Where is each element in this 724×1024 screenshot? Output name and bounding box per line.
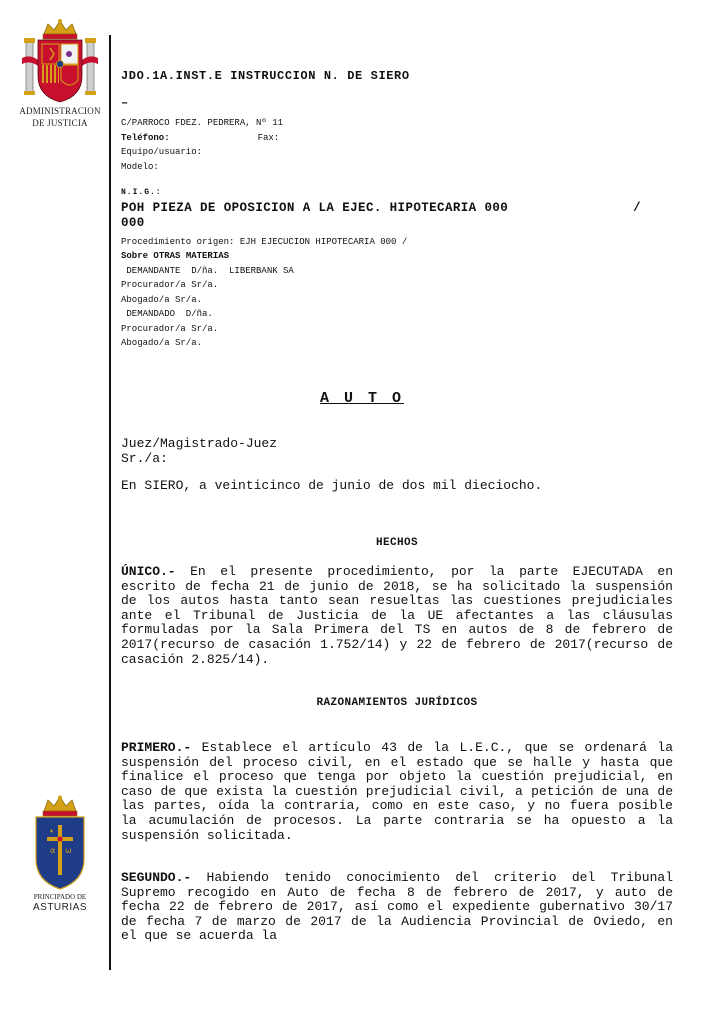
paragraph-primero	[121, 741, 673, 843]
unico-lead: ÚNICO.-	[121, 564, 176, 579]
nig-label: N.I.G.:	[121, 188, 162, 197]
sobre-row	[121, 249, 681, 264]
court-contact-block	[121, 116, 681, 174]
margin-rule	[109, 35, 111, 970]
phone-fax-row	[121, 131, 681, 146]
procedure-title	[121, 201, 641, 231]
place-date: En SIERO, a veinticinco de junio de dos mil dieciocho.	[121, 478, 543, 493]
procedimiento-origen: Procedimiento origen: EJH EJECUCION HIPOTECARIA 000 /	[121, 237, 408, 247]
razonamientos-heading: RAZONAMIENTOS JURÍDICOS	[316, 697, 478, 709]
procedure-line1: POH PIEZA DE OPOSICION A LA EJEC. HIPOTECARIA 000	[121, 201, 509, 215]
svg-text:α: α	[50, 846, 56, 855]
abogado-demandante: Abogado/a Sr/a.	[121, 294, 203, 305]
court-address: C/PARROCO FDEZ. PEDRERA, Nº 11	[121, 118, 284, 128]
logo-caption-line1: ADMINISTRACION	[19, 106, 101, 116]
logo-caption-principado: PRINCIPADO DE	[33, 893, 87, 901]
sobre-label: Sobre	[121, 251, 149, 261]
telefono-label: Teléfono:	[121, 132, 170, 143]
parties-block	[121, 249, 681, 351]
paragraph-unico	[121, 565, 673, 667]
procurador-demandante: Procurador/a Sr/a.	[121, 280, 219, 290]
unico-text: En el presente procedimiento, por la parte EJECUTADA en escrito de fecha 21 de junio de 2018, se ha solicitado la suspensión de los autos hasta tanto sean resueltas las cuestiones prejudiciales ante el Tribunal de Justicia de la UE afectantes a las cláusulas formuladas por la Sala Primera del TS en autos de 8 de febrero de 2017(recurso de casación 1.752/14) y 22 de febrero de 2017(recurso de casación 2.825/14).	[121, 564, 673, 667]
modelo: Modelo:	[121, 161, 159, 172]
paragraph-segundo	[121, 871, 673, 944]
administracion-justicia-logo	[18, 18, 102, 128]
judge-line2: Sr./a:	[121, 450, 168, 466]
asturias-coat-of-arms-icon	[30, 795, 90, 891]
procedure-slash: /	[633, 201, 641, 215]
document-title-text: A U T O	[319, 390, 404, 407]
abogado-demandado: Abogado/a Sr/a.	[121, 338, 203, 348]
judge-line1: Juez/Magistrado-Juez	[121, 436, 278, 451]
court-name: JDO.1A.INST.E INSTRUCCION N. DE SIERO	[121, 69, 410, 83]
procurador-demandado: Procurador/a Sr/a.	[121, 323, 219, 334]
primero-lead: PRIMERO.-	[121, 740, 192, 755]
demandante: DEMANDANTE D/ña. LIBERBANK SA	[121, 265, 294, 276]
equipo-usuario: Equipo/usuario:	[121, 147, 203, 157]
segundo-text: Habiendo tenido conocimiento del criterio del Tribunal Supremo recogido en Auto de fecha 8 de febrero de 2017, y auto de fecha 22 de febrero de 2017, así como el expediente gubernativo 30/17 de fecha 7 de marzo de 2017 de la Audiencia Provincial de Oviedo, en el que se acuerda la	[121, 870, 673, 944]
hechos-heading: HECHOS	[375, 537, 418, 549]
svg-text:ω: ω	[65, 846, 72, 855]
principado-asturias-logo	[28, 795, 92, 913]
header-dash: –	[121, 96, 129, 110]
logo-caption-asturias: ASTURIAS	[32, 902, 87, 913]
demandado: DEMANDADO D/ña.	[121, 309, 213, 319]
fax-label: Fax:	[257, 132, 280, 143]
procedure-line2: 000	[121, 216, 145, 230]
judge-block	[121, 437, 673, 466]
sobre-value: OTRAS MATERIAS	[153, 251, 230, 261]
primero-text: Establece el artículo 43 de la L.E.C., que se ordenará la suspensión del proceso civil, en el estado que se halle y hasta que finalice el proceso que tenga por objeto la cuestión prejudicial, en caso de que exista la cuestión prejudicial civil, a petición de una de las partes, oída la contraria, como en este caso, y no fuera posible la acumulación de procesos. La parte contraria se ha opuesto a la suspensión solicitada.	[121, 740, 673, 843]
document-title	[0, 390, 724, 407]
royal-coat-of-arms-icon	[20, 18, 100, 104]
segundo-lead: SEGUNDO.-	[121, 870, 192, 885]
logo-caption-line2: DE JUSTICIA	[32, 118, 88, 128]
